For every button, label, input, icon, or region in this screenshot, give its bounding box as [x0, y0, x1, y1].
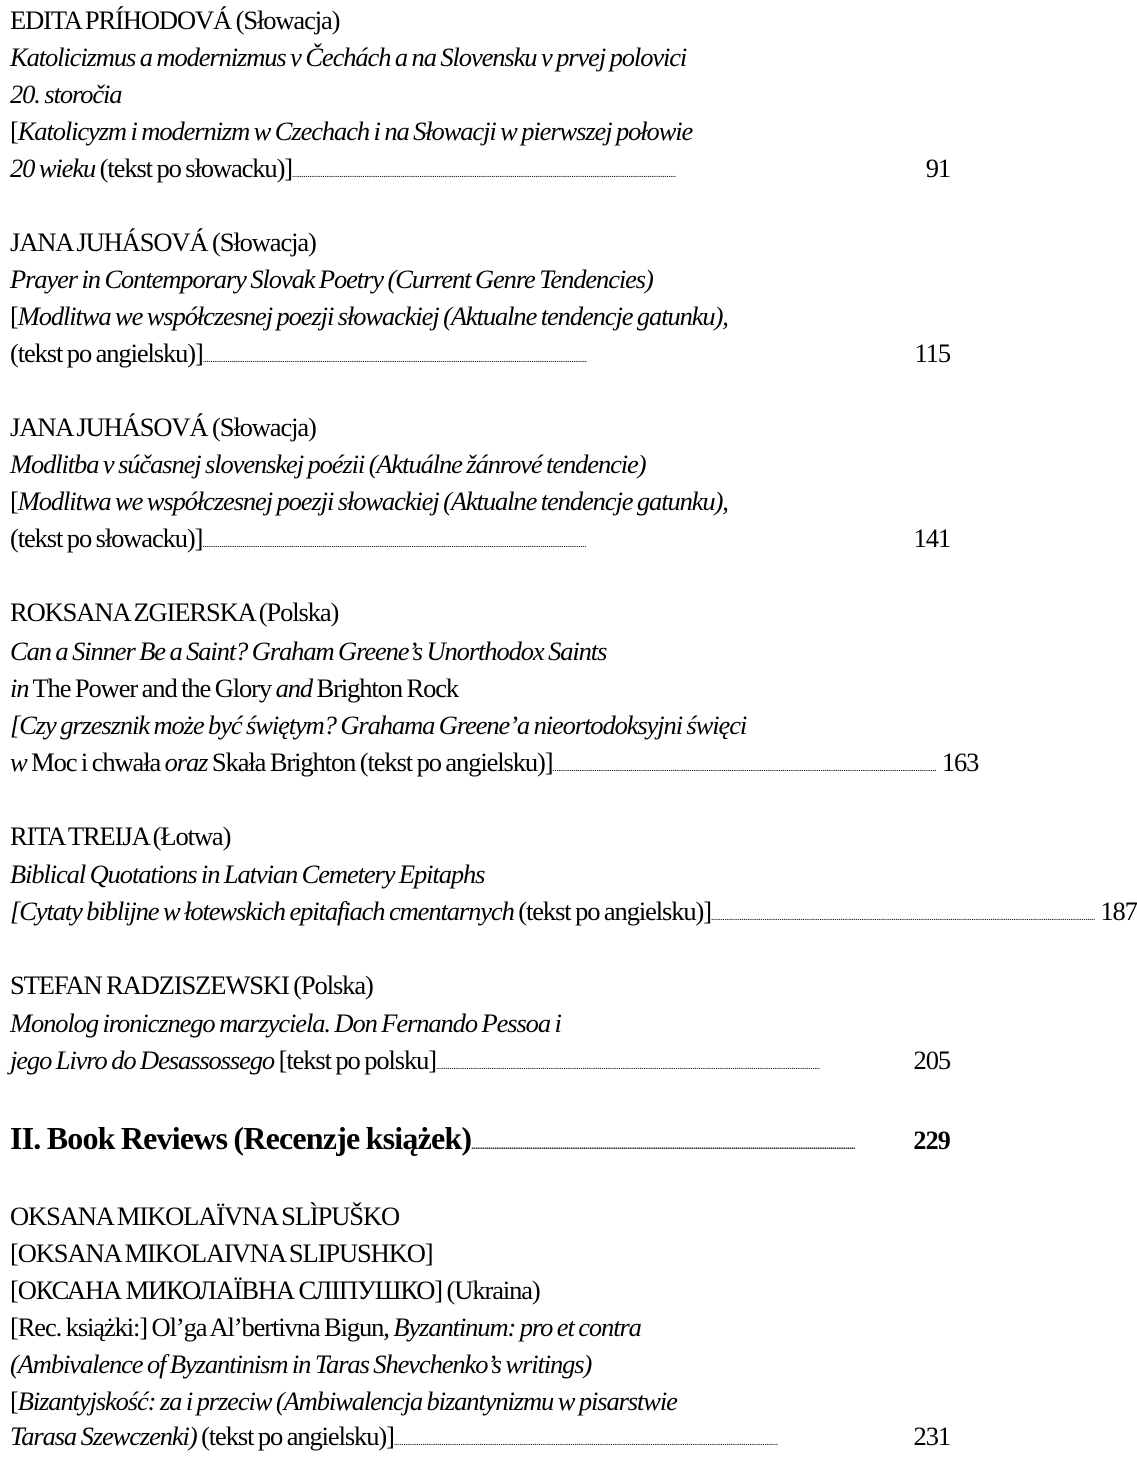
review-author-cyrillic: [ОКСАНА МИКОЛАЇВНА СЛІПУШКО] (Ukraina): [10, 1275, 540, 1305]
entry-title-line: Can a Sinner Be a Saint? Graham Greene’s Unorthodox Saints: [10, 636, 607, 666]
entry-title-line: in The Power and the Glory and Brighton Rock: [10, 673, 459, 703]
entry-author: EDITA PRÍHODOVÁ (Słowacja): [10, 5, 340, 35]
review-translation-text: Bizantyjskość: za i przeciw (Ambiwalencja bizantynizmu w pisarstwie: [17, 1386, 677, 1416]
entry-translation-text: Katolicyzm i modernizm w Czechach i na Słowacji w pierwszej połowie: [17, 116, 693, 146]
page-number: 187: [1100, 896, 1137, 926]
entry-title-line: Katolicizmus a modernizmus v Čechách a na Slovensku v prvej polovici: [10, 42, 687, 72]
entry-last-line: 20 wieku (tekst po słowacku)] . . . 91: [10, 150, 950, 187]
page-number: 231: [913, 1421, 950, 1451]
entry-last-line: [10, 335, 950, 372]
leader-dots: [394, 1418, 908, 1461]
review-translation-line: [Bizantyjskość: za i przeciw (Ambiwalencja bizantynizmu w pisarstwie: [10, 1386, 677, 1416]
entry-last-line: jego Livro do Desassossego [tekst po polsku] . . . 205: [10, 1042, 950, 1079]
entry-author: ROKSANA ZGIERSKA (Polska): [10, 597, 339, 627]
leader-dots: [471, 1116, 907, 1168]
entry-translation-line: [Katolicyzm i modernizm w Czechach i na Słowacji w pierwszej połowie: [10, 116, 693, 146]
entry-title-line: Biblical Quotations in Latvian Cemetery Epitaphs: [10, 859, 485, 889]
page-number: 205: [913, 1045, 950, 1075]
leader-dots: [711, 893, 1094, 936]
entry-title-line: Monolog ironicznego marzyciela. Don Fernando Pessoa i: [10, 1008, 561, 1038]
entry-translation-line: [Czy grzesznik może być świętym? Grahama Greene’a nieortodoksyjni święci: [10, 710, 747, 740]
page-number: 163: [941, 747, 979, 777]
entry-author: JANA JUHÁSOVÁ (Słowacja): [10, 227, 316, 257]
entry-author: RITA TREIJA (Łotwa): [10, 821, 231, 851]
page-number: 91: [925, 153, 950, 183]
review-author: OKSANA MIKOLAÏVNA SLÌPUŠKO: [10, 1201, 400, 1231]
leader-dots: [292, 150, 920, 193]
entry-translation-line: [Modlitwa we współczesnej poezji słowackiej (Aktualne tendencje gatunku),: [10, 486, 728, 516]
leader-dots: [436, 1042, 908, 1085]
review-last-line: Tarasa Szewczenki) (tekst po angielsku)] . . . 231: [10, 1418, 950, 1455]
entry-translation-line: [Modlitwa we współczesnej poezji słowackiej (Aktualne tendencje gatunku),: [10, 301, 728, 331]
section-title: II. Book Reviews (Recenzje książek): [10, 1120, 472, 1156]
entry-title-line: Modlitba v súčasnej slovenskej poézii (Aktuálne žánrové tendencie): [10, 449, 646, 479]
review-book-line: [Rec. książki:] Ol’ga Al’bertivna Bigun, Byzantinum: pro et contra: [10, 1312, 641, 1342]
entry-last-line: [Cytaty biblijne w łotewskich epitafiach cmentarnych (tekst po angielsku)] . . . 187: [10, 893, 950, 930]
page-number: 115: [914, 338, 950, 368]
entry-last-line: w Moc i chwała oraz Skała Brighton (tekst po angielsku)] . . . 163: [10, 744, 950, 781]
page-number: 141: [913, 523, 950, 553]
entry-text: (tekst po słowacku)]: [10, 523, 203, 553]
leader-dots: [202, 520, 907, 563]
review-author-translit: [OKSANA MIKOLAIVNA SLIPUSHKO]: [10, 1238, 433, 1268]
section-heading: [10, 1116, 950, 1160]
entry-title-line: Prayer in Contemporary Slovak Poetry (Current Genre Tendencies): [10, 264, 653, 294]
review-title-line: (Ambivalence of Byzantinism in Taras Shevchenko’s writings): [10, 1349, 592, 1379]
leader-dots: [203, 335, 909, 378]
page-number: 229: [913, 1126, 950, 1155]
entry-author: STEFAN RADZISZEWSKI (Polska): [10, 970, 373, 1000]
entry-last-line: [10, 520, 950, 557]
entry-text: (tekst po angielsku)]: [10, 338, 203, 368]
entry-text: 20 wieku: [10, 153, 96, 183]
entry-author: JANA JUHÁSOVÁ (Słowacja): [10, 412, 316, 442]
entry-title-line: 20. storočia: [10, 79, 122, 109]
leader-dots: [553, 744, 936, 787]
